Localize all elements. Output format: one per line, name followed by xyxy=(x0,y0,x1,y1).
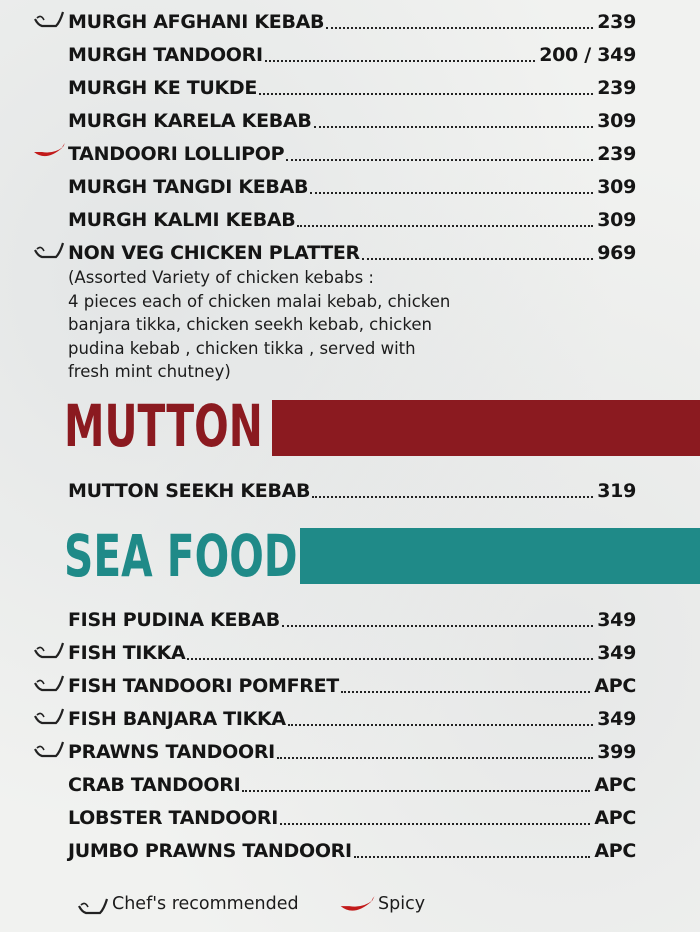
leader-dots xyxy=(242,790,590,792)
legend-chef-label: Chef's recommended xyxy=(112,894,299,914)
item-name: MURGH TANGDI KEBAB xyxy=(68,176,309,198)
section-bar-seafood xyxy=(300,528,700,584)
description-line: pudina kebab , chicken tikka , served with xyxy=(68,338,416,358)
leader-dots xyxy=(282,625,593,627)
item-price: 309 xyxy=(597,176,636,198)
chef-hat-icon xyxy=(32,672,66,694)
description-line: banjara tikka, chicken seekh kebab, chicken xyxy=(68,315,432,334)
item-price: 399 xyxy=(597,741,636,763)
description-line: (Assorted Variety of chicken kebabs : xyxy=(68,268,374,287)
item-price: 200 / 349 xyxy=(539,44,636,66)
item-name: PRAWNS TANDOORI xyxy=(68,741,275,763)
menu-item xyxy=(68,234,636,264)
chef-hat-icon xyxy=(32,239,66,261)
leader-dots xyxy=(259,93,593,95)
item-name: MURGH AFGHANI KEBAB xyxy=(68,11,325,33)
leader-dots xyxy=(277,757,593,759)
item-price: 969 xyxy=(597,242,636,264)
leader-dots xyxy=(265,60,535,62)
chef-hat-icon xyxy=(32,705,66,727)
leader-dots xyxy=(354,856,591,858)
item-name: FISH BANJARA TIKKA xyxy=(68,708,286,730)
item-price: 349 xyxy=(597,708,636,730)
item-name: TANDOORI LOLLIPOP xyxy=(68,143,285,165)
menu-item xyxy=(68,799,636,829)
leader-dots xyxy=(310,192,593,194)
leader-dots xyxy=(297,225,593,227)
menu-item xyxy=(68,201,636,231)
menu-item xyxy=(68,168,636,198)
menu-item xyxy=(68,135,636,165)
item-name: MURGH KALMI KEBAB xyxy=(68,209,296,231)
item-name: FISH TANDOORI POMFRET xyxy=(68,675,339,697)
menu-item xyxy=(68,69,636,99)
item-price: APC xyxy=(594,774,636,796)
leader-dots xyxy=(280,823,590,825)
item-name: MURGH TANDOORI xyxy=(68,44,263,66)
item-price: 239 xyxy=(597,143,636,165)
item-name: MUTTON SEEKH KEBAB xyxy=(68,480,311,502)
item-name: MURGH KE TUKDE xyxy=(68,77,258,99)
menu-item xyxy=(68,472,636,502)
menu-item xyxy=(68,667,636,697)
menu-item xyxy=(68,832,636,862)
menu-item xyxy=(68,3,636,33)
item-name: CRAB TANDOORI xyxy=(68,774,241,796)
leader-dots xyxy=(187,658,593,660)
menu-item xyxy=(68,102,636,132)
item-price: 349 xyxy=(597,642,636,664)
item-name: FISH TIKKA xyxy=(68,642,186,664)
section-title-mutton: MUTTON xyxy=(64,392,263,460)
leader-dots xyxy=(326,27,593,29)
platter-description xyxy=(68,266,518,384)
item-price: APC xyxy=(594,840,636,862)
leader-dots xyxy=(286,159,593,161)
item-name: LOBSTER TANDOORI xyxy=(68,807,278,829)
item-name: MURGH KARELA KEBAB xyxy=(68,110,312,132)
menu-item xyxy=(68,634,636,664)
menu-item xyxy=(68,766,636,796)
chef-hat-icon xyxy=(32,738,66,760)
section-title-seafood: SEA FOOD xyxy=(64,522,298,590)
menu-item xyxy=(68,733,636,763)
chef-hat-icon xyxy=(76,895,110,917)
item-price: 309 xyxy=(597,209,636,231)
legend-spicy-label: Spicy xyxy=(378,894,426,914)
chili-icon xyxy=(32,140,66,162)
leader-dots xyxy=(312,496,593,498)
chef-hat-icon xyxy=(32,639,66,661)
item-name: JUMBO PRAWNS TANDOORI xyxy=(68,840,352,862)
item-price: APC xyxy=(594,807,636,829)
item-price: 319 xyxy=(597,480,636,502)
item-price: APC xyxy=(594,675,636,697)
item-price: 309 xyxy=(597,110,636,132)
leader-dots xyxy=(288,724,593,726)
item-name: NON VEG CHICKEN PLATTER xyxy=(68,242,360,264)
item-price: 239 xyxy=(597,11,636,33)
menu-item xyxy=(68,601,636,631)
chili-icon xyxy=(338,893,376,917)
description-line: 4 pieces each of chicken malai kebab, chicken xyxy=(68,291,451,311)
description-line: fresh mint chutney) xyxy=(68,362,231,381)
leader-dots xyxy=(314,126,594,128)
item-price: 239 xyxy=(597,77,636,99)
section-bar-mutton xyxy=(272,400,700,456)
menu-item xyxy=(68,36,636,66)
menu-item xyxy=(68,700,636,730)
item-name: FISH PUDINA KEBAB xyxy=(68,609,280,631)
leader-dots xyxy=(341,691,590,693)
item-price: 349 xyxy=(597,609,636,631)
chef-hat-icon xyxy=(32,8,66,30)
leader-dots xyxy=(362,258,593,260)
